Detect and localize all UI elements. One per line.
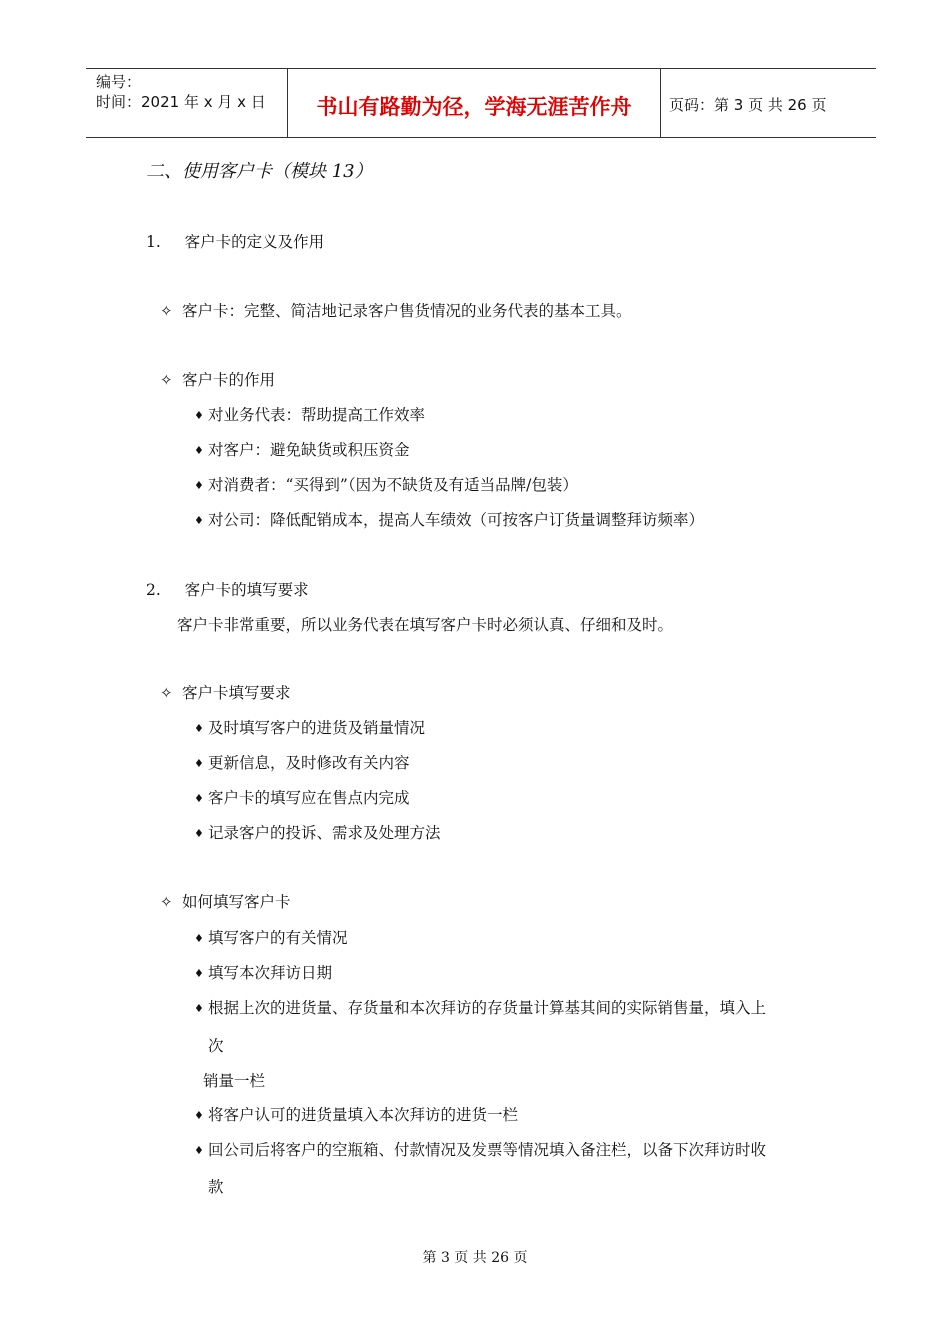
motto: 书山有路勤为径，学海无涯苦作舟: [316, 95, 632, 119]
list-item: [194, 405, 425, 426]
list-item-text: 记录客户的投诉、需求及处理方法: [208, 824, 441, 842]
diamond-bullet-icon: ♦: [194, 514, 204, 527]
header-page-cell: [661, 69, 876, 137]
section-title: 二、使用客户卡（模块 13）: [146, 161, 373, 182]
date-label: 时间：2021 年 x 月 x 日: [96, 93, 266, 111]
list-item: [194, 998, 766, 1019]
header-meta-cell: [86, 69, 286, 137]
list-item-text: 对业务代表：帮助提高工作效率: [208, 406, 426, 424]
header-page-number: 页码：第 3 页 共 26 页: [669, 96, 827, 114]
list-item-text: 客户卡的填写应在售点内完成: [208, 789, 410, 807]
star-bullet-icon: ✧: [160, 302, 173, 320]
diamond-bullet-icon: ♦: [194, 827, 204, 840]
star-bullet-icon: ✧: [160, 893, 173, 911]
list-item: [194, 928, 348, 949]
list-item: [194, 753, 410, 774]
list-item: [194, 510, 704, 531]
list-item-continuation: 款: [208, 1178, 224, 1196]
part1-number: 1.: [146, 233, 161, 251]
list-item-continuation: 次: [208, 1037, 224, 1055]
star-bullet-icon: ✧: [160, 684, 173, 702]
header-motto-cell: [287, 69, 661, 137]
how-to-fill-heading: 如何填写客户卡: [182, 893, 291, 911]
part2-heading: [146, 580, 309, 600]
list-item-text: 对客户：避免缺货或积压资金: [208, 441, 410, 459]
list-item: [194, 1140, 766, 1161]
list-item-text: 更新信息，及时修改有关内容: [208, 754, 410, 772]
part1-star-item: [160, 370, 275, 390]
diamond-bullet-icon: ♦: [194, 1109, 204, 1122]
diamond-bullet-icon: ♦: [194, 1002, 204, 1015]
list-item-text: 将客户认可的进货量填入本次拜访的进货一栏: [208, 1106, 519, 1124]
list-item-text: 对消费者：“买得到”（因为不缺货及有适当品牌/包装）: [208, 476, 578, 494]
part2-intro: 客户卡非常重要，所以业务代表在填写客户卡时必须认真、仔细和及时。: [177, 616, 674, 634]
list-item: [194, 1105, 518, 1126]
diamond-bullet-icon: ♦: [194, 967, 204, 980]
part1-definition: 客户卡：完整、简洁地记录客户售货情况的业务代表的基本工具。: [182, 302, 632, 320]
list-item-text: 及时填写客户的进货及销量情况: [208, 719, 426, 737]
list-item-text: 填写客户的有关情况: [208, 929, 348, 947]
part2-star-item: [160, 892, 291, 912]
diamond-bullet-icon: ♦: [194, 792, 204, 805]
list-item-text: 对公司：降低配销成本，提高人车绩效（可按客户订货量调整拜访频率）: [208, 511, 705, 529]
part1-star-item: [160, 301, 632, 321]
diamond-bullet-icon: ♦: [194, 1144, 204, 1157]
diamond-bullet-icon: ♦: [194, 444, 204, 457]
diamond-bullet-icon: ♦: [194, 757, 204, 770]
diamond-bullet-icon: ♦: [194, 479, 204, 492]
list-item-continuation: 销量一栏: [203, 1072, 266, 1090]
list-item-text: 填写本次拜访日期: [208, 964, 333, 982]
list-item: [194, 475, 578, 496]
list-item-text: 回公司后将客户的空瓶箱、付款情况及发票等情况填入备注栏，以备下次拜访时收: [208, 1141, 767, 1159]
fill-requirements-heading: 客户卡填写要求: [182, 684, 291, 702]
page-footer: 第 3 页 共 26 页: [422, 1250, 528, 1266]
document-header: [86, 68, 876, 138]
list-item: [194, 823, 441, 844]
part1-roles-heading: 客户卡的作用: [182, 371, 276, 389]
part1-heading: [146, 232, 324, 252]
part2-number: 2.: [146, 581, 161, 599]
diamond-bullet-icon: ♦: [194, 409, 204, 422]
part2-star-item: [160, 683, 291, 703]
id-label: 编号：: [96, 73, 142, 91]
diamond-bullet-icon: ♦: [194, 722, 204, 735]
diamond-bullet-icon: ♦: [194, 932, 204, 945]
star-bullet-icon: ✧: [160, 371, 173, 389]
list-item: [194, 718, 425, 739]
list-item-text: 根据上次的进货量、存货量和本次拜访的存货量计算基其间的实际销售量，填入上: [208, 999, 767, 1017]
list-item: [194, 440, 410, 461]
list-item: [194, 788, 410, 809]
part2-title: 客户卡的填写要求: [184, 581, 309, 599]
part1-title: 客户卡的定义及作用: [184, 233, 325, 251]
list-item: [194, 963, 332, 984]
